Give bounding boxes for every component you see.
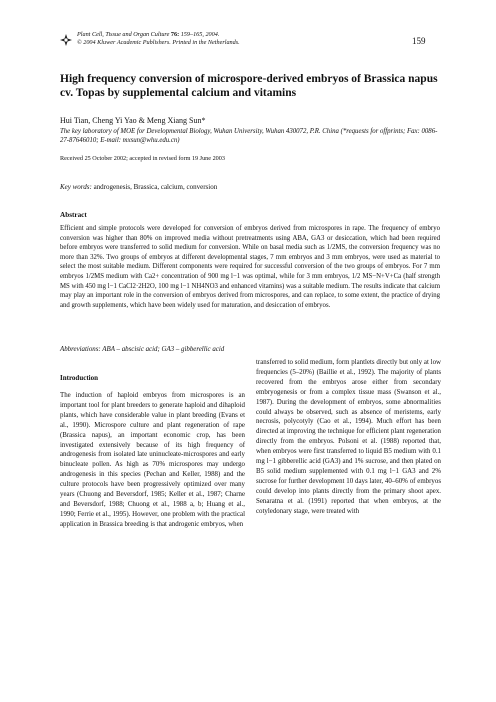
introduction-heading: Introduction xyxy=(60,374,98,382)
received-dates: Received 25 October 2002; accepted in revised form 19 June 2003 xyxy=(60,155,225,162)
abstract-heading: Abstract xyxy=(60,211,87,219)
page-number: 159 xyxy=(412,36,426,46)
intro-column-left: The induction of haploid embryos from microspores is an important tool for plant breeders to generate haploid and dihaploid plants, which have considerable value in plant breeding (Evans et al., 1990). Microspore culture and plant regeneration of rape (Brassica napus), an important economic crop, has been investigated extensively because of its high frequency of androgenesis from isolated late uninucleate-microspores and early binucleate pollen. As high as 70% microspores may undergo androgenesis in this species (Pechan and Keller, 1988) and the culture protocols have been progressively optimized over many years (Chuong and Beversdorf, 1985; Keller et al., 1987; Charne and Beversdorf, 1988; Chuong et al., 1988 a, b; Huang et al., 1990; Ferrie et al., 1995). However, one problem with the practical application in Brassica breeding is that androgenic embryos, when xyxy=(60,392,245,528)
journal-name: Plant Cell, Tissue and Organ Culture xyxy=(77,31,170,38)
abbreviations: Abbreviations: ABA – abscisic acid; GA3 – gibberellic acid xyxy=(60,346,225,353)
intro-column-right: transferred to solid medium, form plantlets directly but only at low frequencies (5–20%) (Baillie et al., 1992). The majority of plants recovered from the embryos arose either from secondary embryogenesis or from a complex tissue mass (Swanson et al., 1987). During the development of embryos, some abnormalities could always be observed, such as absence of meristems, early necrosis, polycotyly (Cao et al., 1994). Much effort has been directed at improving the technique for efficient plant regeneration directly from the embryos. Polsoni et al. (1988) reported that, when embryos were first transferred to liquid B5 medium with 0.1 mg l−1 gibberellic acid (GA3) and 1% sucrose, and then plated on B5 solid medium supplemented with 0.1 mg l−1 GA3 and 2% sucrose for further development 10 days later, 40–60% of embryos could develop into plants directly from the primary shoot apex. Senaratna et al. (1991) reported that when embryos, at the cotyledonary stage, were treated with xyxy=(256,359,441,515)
journal-volume: 76: xyxy=(170,31,180,38)
author-list: Hui Tian, Cheng Yi Yao & Meng Xiang Sun* xyxy=(60,116,206,125)
article-title: High frequency conversion of microspore-derived embryos of Brassica napus cv. Topas by supplemental calcium and vitamins xyxy=(60,73,438,99)
keywords-list: androgenesis, Brassica, calcium, conversion xyxy=(93,183,218,191)
copyright-line: © 2004 Kluwer Academic Publishers. Printed in the Netherlands. xyxy=(77,39,240,46)
affiliation: The key laboratory of MOE for Developmental Biology, Wuhan University, Wuhan 430072, P.R. China (*requests for offprints; Fax: 0086-27-87646010; E-mail: mxsun@whu.edu.cn) xyxy=(60,128,438,144)
keywords xyxy=(60,183,217,191)
publisher-logo-icon xyxy=(60,34,72,46)
keywords-label: Key words: xyxy=(60,183,92,191)
abstract-text: Efficient and simple protocols were developed for conversion of embryos derived from microspores in rape. The frequency of embryo conversion was higher than 80% on improved media without pretreatments using ABA, GA3 or desiccation, which had been required before embryos were transferred to solid medium for conversion. While on basal media such as 1/2MS, the conversion frequency was no more than 32%. Two groups of embryos at different developmental stages, 7 mm embryos and 3 mm embryos, were used as material to select the most suitable medium. Different components were required for successful conversion of the two groups of embryos. For 7 mm embryos 1/2MS medium with Ca2+ concentration of 900 mg l−1 was optimal, while for 3 mm embryos, 1/2 MS−N+V+Ca (half strength MS with 450 mg l−1 CaCl2·2H2O, 100 mg l−1 NH4NO3 and enhanced vitamins) was a suitable medium. The results indicate that calcium may play an important role in the conversion of embryos derived from microspores, and can replace, to some extent, the practice of drying and growth supplements, which have been widely used for maturation, and desiccation of embryos. xyxy=(60,225,440,309)
journal-pages: 159–165, 2004. xyxy=(180,31,220,38)
journal-citation xyxy=(77,31,240,47)
